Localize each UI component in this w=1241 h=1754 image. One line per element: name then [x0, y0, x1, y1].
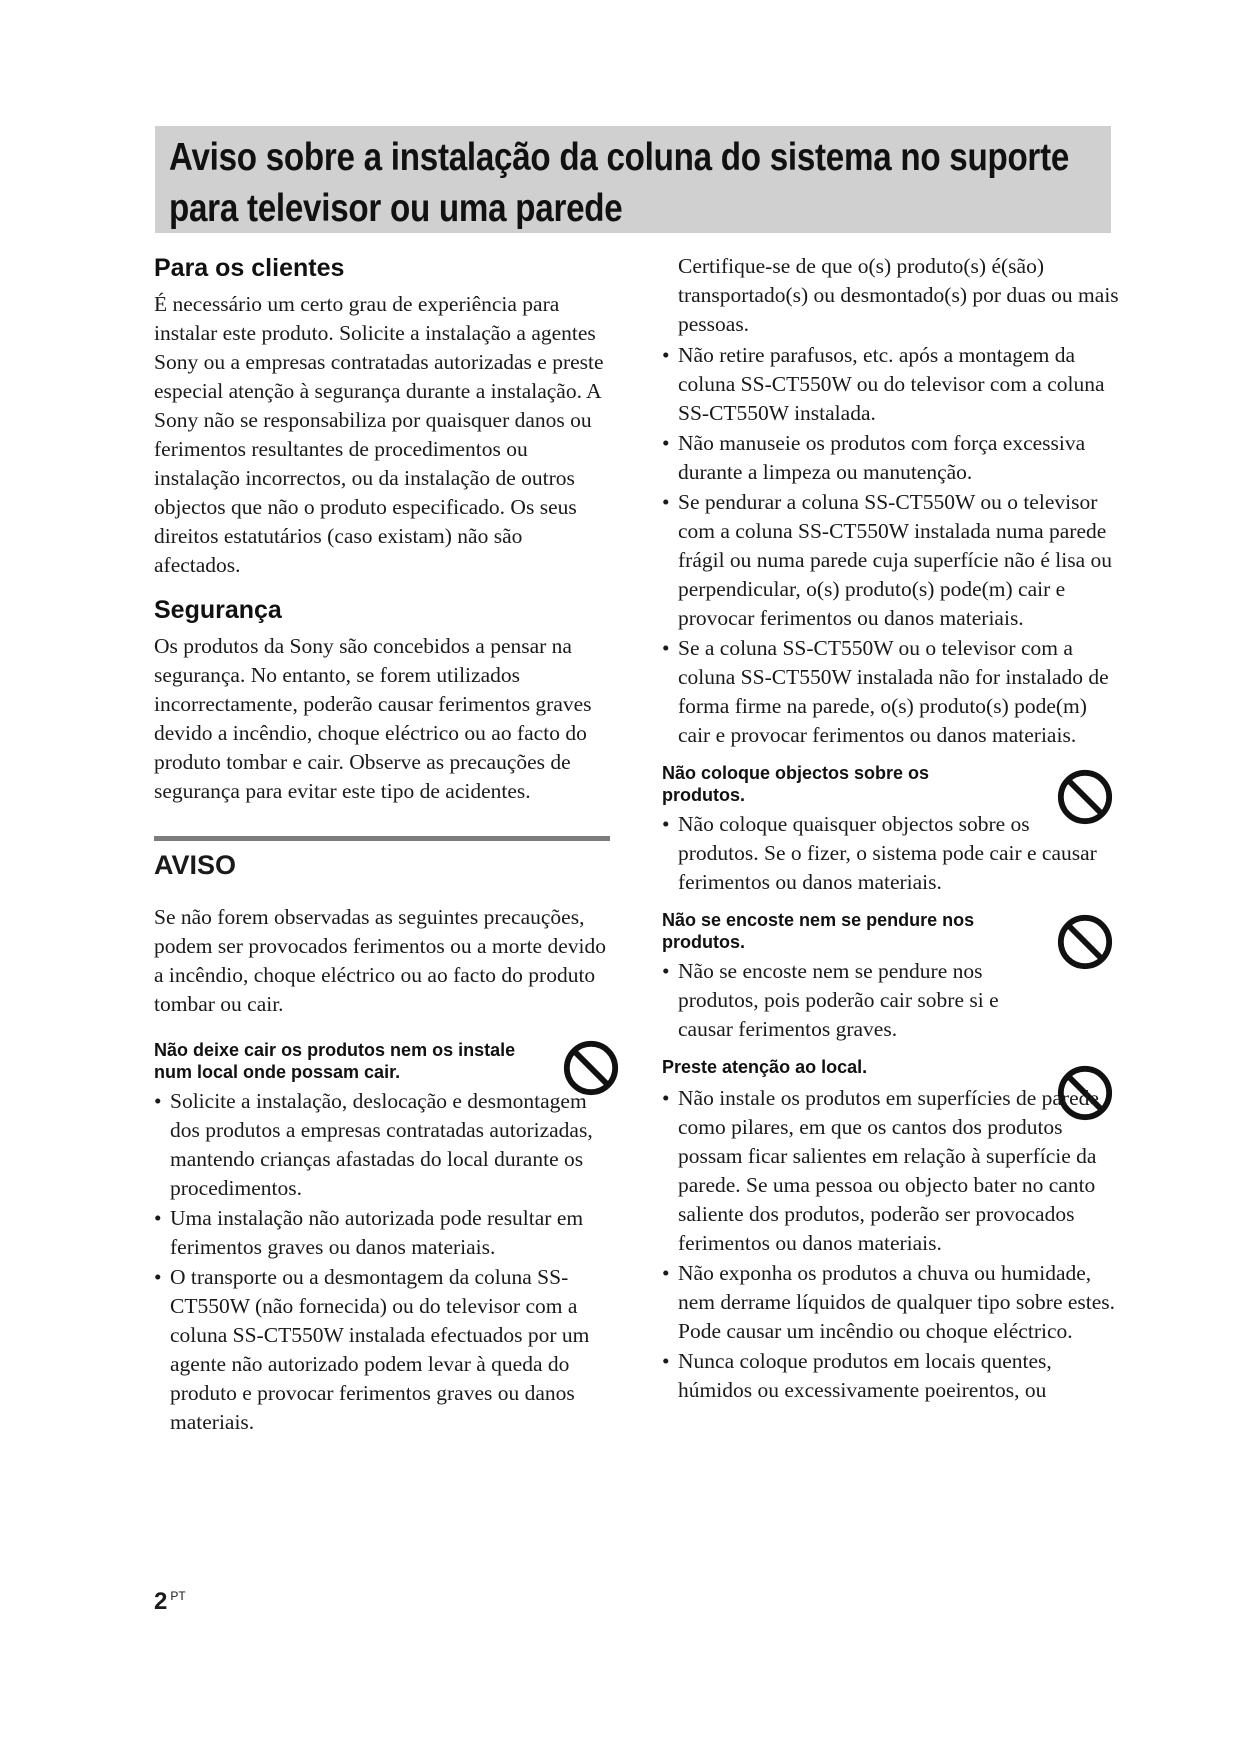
heading-nao-deixe-cair: Não deixe cair os produtos nem os instale num local onde possam cair.	[154, 1040, 516, 1082]
list-item: • Não manuseie os produtos com força excessiva durante a limpeza ou manutenção.	[662, 429, 1122, 487]
list-item: • Não retire parafusos, etc. após a montagem da coluna SS-CT550W ou do televisor com a coluna SS-CT550W instalada.	[662, 341, 1122, 428]
list-item: • Não se encoste nem se pendure nos produtos, pois poderão cair sobre si e causar ferimentos graves.	[662, 957, 1058, 1044]
list-item: • Não coloque quaisquer objectos sobre os produtos. Se o fizer, o sistema pode cair e causar ferimentos ou danos materiais.	[662, 810, 1098, 897]
list-item: • Não instale os produtos em superfícies de parede como pilares, em que os cantos dos produtos possam ficar salientes em relação à superfície da parede. Se uma pessoa ou objecto bater no canto saliente dos produtos, poderão ser provocados ferimentos ou danos materiais.	[662, 1084, 1122, 1258]
list-item: • O transporte ou a desmontagem da coluna SS-CT550W (não fornecida) ou do televisor com a coluna SS-CT550W instalada efectuados por um agente não autorizado podem levar à queda do produto e provocar ferimentos graves ou danos materiais.	[154, 1263, 614, 1437]
list-nao-coloque	[662, 810, 1122, 897]
list-item: • Solicite a instalação, deslocação e desmontagem dos produtos a empresas contratadas autorizadas, mantendo crianças afastadas do local durante os procedimentos.	[154, 1087, 614, 1203]
heading-nao-encoste: Não se encoste nem se pendure nos produtos.	[662, 910, 975, 952]
section-aviso	[154, 847, 614, 1019]
heading-preste-atencao: Preste atenção ao local.	[662, 1057, 868, 1077]
list-item: • Uma instalação não autorizada pode resultar em ferimentos graves ou danos materiais.	[154, 1204, 614, 1262]
warning-preste-atencao	[662, 1056, 1122, 1405]
list-preste-atencao	[662, 1084, 1122, 1405]
text-aviso: Se não forem observadas as seguintes precauções, podem ser provocados ferimentos ou a morte devido a incêndio, choque eléctrico ou ao facto do produto tombar ou cair.	[154, 905, 606, 1016]
warning-nao-deixe-cair	[154, 1039, 614, 1437]
text-continuation: Certifique-se de que o(s) produto(s) é(são) transportado(s) ou desmontado(s) por duas ou mais pessoas.	[678, 254, 1119, 336]
page-title: Aviso sobre a instalação da coluna do sistema no suporte para televisor ou uma parede	[169, 136, 1070, 230]
list-item: • Nunca coloque produtos em locais quentes, húmidos ou excessivamente poeirentos, ou	[662, 1347, 1122, 1405]
text-seguranca: Os produtos da Sony são concebidos a pensar na segurança. No entanto, se forem utilizados incorrectamente, poderão causar ferimentos graves devido a incêndio, choque eléctrico ou ao facto do produto tombar e cair. Observe as precauções de segurança para evitar este tipo de acidentes.	[154, 634, 592, 803]
list-item: • Se pendurar a coluna SS-CT550W ou o televisor com a coluna SS-CT550W instalada numa parede frágil ou numa parede cuja superfície não é lisa ou perpendicular, o(s) produto(s) pode(m) cair e provocar ferimentos ou danos materiais.	[662, 488, 1122, 633]
section-divider	[154, 836, 610, 841]
heading-seguranca: Segurança	[154, 596, 282, 624]
heading-clientes: Para os clientes	[154, 254, 345, 282]
section-seguranca	[154, 594, 614, 806]
title-banner	[155, 126, 1111, 233]
page-language: PT	[170, 1589, 186, 1603]
page-number-value: 2	[154, 1588, 168, 1615]
warning-nao-encoste	[662, 909, 1122, 1044]
prohibition-icon	[1056, 913, 1114, 971]
section-clientes	[154, 252, 614, 580]
list-item: • Se a coluna SS-CT550W ou o televisor com a coluna SS-CT550W instalada não for instalado de forma firme na parede, o(s) produto(s) pode(m) cair e provocar ferimentos ou danos materiais.	[662, 634, 1122, 750]
right-column	[662, 252, 1122, 1406]
text-clientes: É necessário um certo grau de experiência para instalar este produto. Solicite a instalação a agentes Sony ou a empresas contratadas autorizadas e preste especial atenção à segurança durante a instalação. A Sony não se responsabiliza por quaisquer danos ou ferimentos resultantes de procedimentos ou instalação incorrectos, ou da instalação de outros objectos que não o produto especificado. Os seus direitos estatutários (caso existam) não são afectados.	[154, 292, 604, 577]
heading-aviso: AVISO	[154, 850, 237, 880]
page-number	[154, 1588, 186, 1616]
list-item: • Não exponha os produtos a chuva ou humidade, nem derrame líquidos de qualquer tipo sobre estes. Pode causar um incêndio ou choque eléctrico.	[662, 1259, 1122, 1346]
left-column	[154, 252, 614, 1438]
list-nao-encoste	[662, 957, 1122, 1044]
list-nao-deixe-cair	[154, 1087, 614, 1437]
list-right-top	[662, 341, 1122, 750]
warning-nao-coloque	[662, 762, 1122, 897]
heading-nao-coloque: Não coloque objectos sobre os produtos.	[662, 763, 930, 805]
